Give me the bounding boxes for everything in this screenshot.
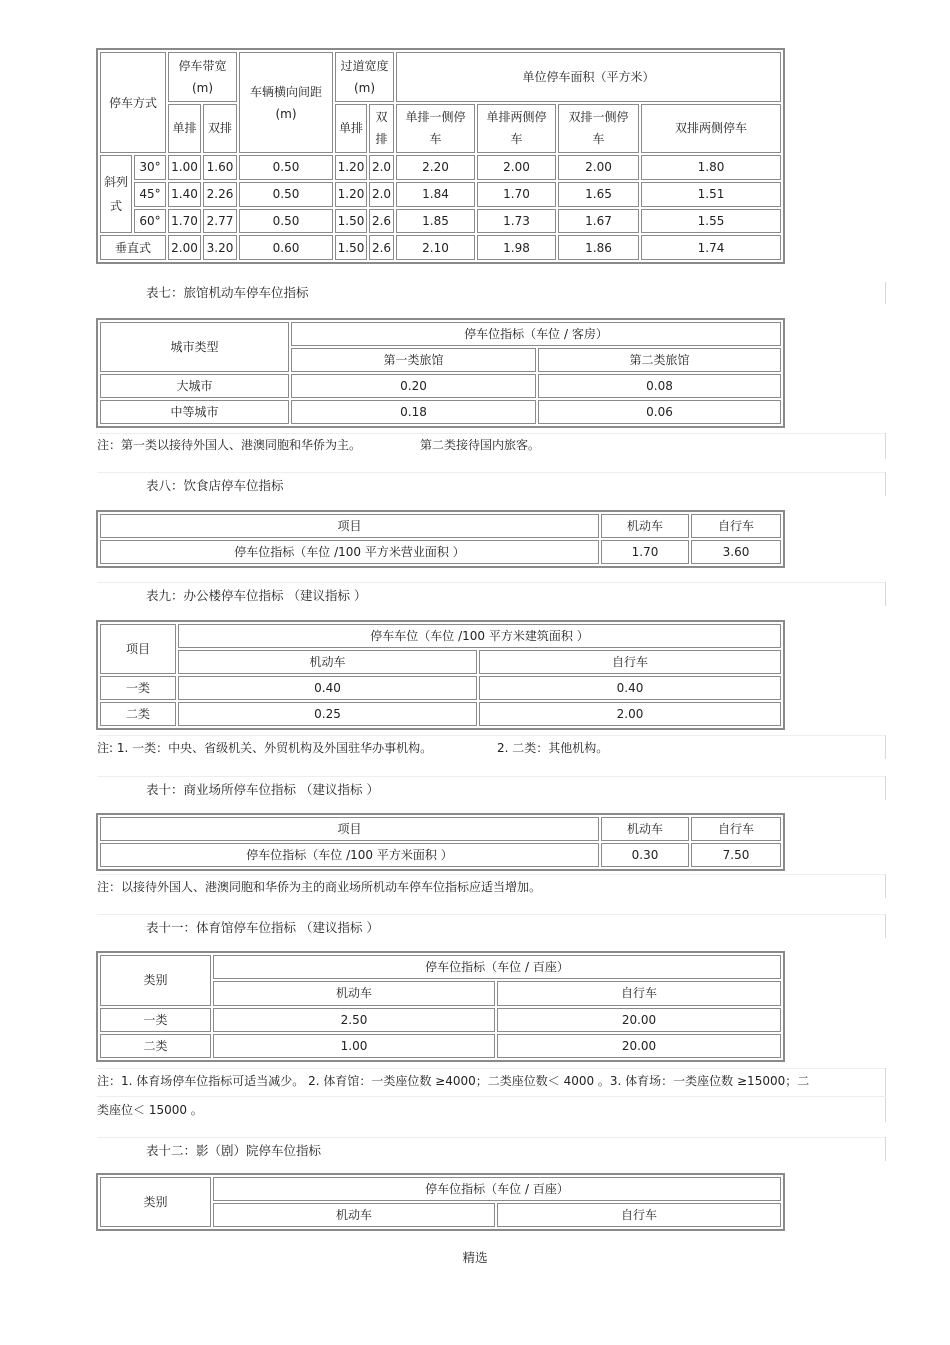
header-area-3: 双排一侧停 车 <box>558 104 639 154</box>
header-bike: 自行车 <box>691 514 781 538</box>
angle-cell: 60° <box>134 209 166 234</box>
table8-caption: 表八：饮食店停车位指标 <box>146 478 284 493</box>
value-cell: 2.50 <box>213 1008 495 1032</box>
table-row <box>100 400 781 424</box>
value-cell: 2.26 <box>203 182 237 207</box>
header-item: 项目 <box>100 514 599 538</box>
table-row <box>100 1034 781 1058</box>
hotel-parking-table <box>96 318 785 428</box>
table7-note-2: 第二类接待国内旅客。 <box>420 438 541 452</box>
table10-caption: 表十：商业场所停车位指标 （建议指标 ） <box>146 782 379 797</box>
margin-rule <box>885 472 886 496</box>
divider <box>97 1068 886 1069</box>
header-single-row: 单排 <box>168 104 201 154</box>
row-label: 二类 <box>100 1034 211 1058</box>
margin-rule <box>885 735 886 759</box>
value-cell: 0.20 <box>291 374 536 398</box>
header-lateral-spacing: 车辆横向间距 (m) <box>239 52 333 153</box>
value-cell: 1.85 <box>396 209 475 234</box>
value-cell: 0.40 <box>178 676 477 700</box>
table11-note-cont: 类座位＜ 15000 。 <box>97 1103 203 1117</box>
divider <box>97 776 886 777</box>
value-cell: 1.50 <box>335 209 367 234</box>
table7-note: 注：第一类以接待外国人、港澳同胞和华侨为主。 <box>97 438 362 452</box>
vertical-label: 垂直式 <box>100 235 166 260</box>
divider <box>97 582 886 583</box>
value-cell: 0.60 <box>239 235 333 260</box>
margin-rule <box>885 776 886 800</box>
header-bike: 自行车 <box>691 817 781 841</box>
header-category: 类别 <box>100 1177 211 1227</box>
header-aisle-single: 单排 <box>335 104 367 154</box>
stadium-parking-table <box>96 951 785 1062</box>
value-cell: 2.6 <box>369 209 394 234</box>
header-band-width: 停车带宽 (m) <box>168 52 237 102</box>
divider <box>97 1096 886 1097</box>
value-cell: 3.60 <box>691 540 781 564</box>
value-cell: 1.55 <box>641 209 781 234</box>
restaurant-parking-table <box>96 510 785 568</box>
header-bike: 自行车 <box>497 1203 781 1227</box>
header-aisle-width: 过道宽度 (m) <box>335 52 394 102</box>
office-parking-table <box>96 620 785 730</box>
table10-note: 注：以接待外国人、港澳同胞和华侨为主的商业场所机动车停车位指标应适当增加。 <box>97 880 542 894</box>
table11-note: 注：1. 体育场停车位指标可适当减少。 2. 体育馆：一类座位数 ≥4000；二类座位数＜ 4000 。3. 体育场：一类座位数 ≥15000；二 <box>97 1074 810 1088</box>
row-label: 大城市 <box>100 374 289 398</box>
header-motor: 机动车 <box>178 650 477 674</box>
value-cell: 2.77 <box>203 209 237 234</box>
value-cell: 0.30 <box>601 843 689 867</box>
table-row <box>100 155 781 180</box>
row-label: 一类 <box>100 676 176 700</box>
value-cell: 1.86 <box>558 235 639 260</box>
value-cell: 0.50 <box>239 182 333 207</box>
value-cell: 1.00 <box>213 1034 495 1058</box>
header-item: 项目 <box>100 624 176 674</box>
table-row <box>100 702 781 726</box>
margin-rule <box>885 433 886 459</box>
footer-label: 精选 <box>462 1250 488 1265</box>
row-label: 停车位指标（车位 /100 平方米面积 ） <box>100 843 599 867</box>
value-cell: 2.6 <box>369 235 394 260</box>
header-area-2: 单排两侧停 车 <box>477 104 556 154</box>
header-category: 类别 <box>100 955 211 1006</box>
cinema-parking-table <box>96 1173 785 1231</box>
divider <box>97 472 886 473</box>
table9-note-2: 2. 二类：其他机构。 <box>497 741 609 755</box>
value-cell: 0.40 <box>479 676 781 700</box>
table7-caption: 表七：旅馆机动车停车位指标 <box>146 285 309 300</box>
header-parking-mode: 停车方式 <box>100 52 166 153</box>
value-cell: 2.00 <box>168 235 201 260</box>
header-double-row: 双排 <box>203 104 237 154</box>
value-cell: 1.40 <box>168 182 201 207</box>
header-motor: 机动车 <box>601 514 689 538</box>
value-cell: 1.98 <box>477 235 556 260</box>
value-cell: 20.00 <box>497 1008 781 1032</box>
value-cell: 2.10 <box>396 235 475 260</box>
table-row <box>100 235 781 260</box>
table9-caption: 表九：办公楼停车位指标 （建议指标 ） <box>146 588 367 603</box>
header-aisle-double: 双 排 <box>369 104 394 154</box>
header-motor: 机动车 <box>213 1203 495 1227</box>
header-item: 项目 <box>100 817 599 841</box>
value-cell: 0.18 <box>291 400 536 424</box>
header-class2: 第二类旅馆 <box>538 348 781 372</box>
table12-caption: 表十二：影（剧）院停车位指标 <box>146 1143 322 1158</box>
table-row <box>100 182 781 207</box>
margin-rule <box>885 874 886 898</box>
value-cell: 2.0 <box>369 182 394 207</box>
header-unit-area: 单位停车面积（平方米） <box>396 52 781 102</box>
value-cell: 1.60 <box>203 155 237 180</box>
value-cell: 1.20 <box>335 182 367 207</box>
value-cell: 1.70 <box>168 209 201 234</box>
value-cell: 1.84 <box>396 182 475 207</box>
commercial-parking-table <box>96 813 785 871</box>
value-cell: 0.08 <box>538 374 781 398</box>
value-cell: 1.74 <box>641 235 781 260</box>
value-cell: 1.70 <box>601 540 689 564</box>
value-cell: 2.00 <box>477 155 556 180</box>
parking-dimension-table <box>96 48 785 264</box>
table-row <box>100 374 781 398</box>
header-motor: 机动车 <box>213 981 495 1005</box>
header-motor: 机动车 <box>601 817 689 841</box>
divider <box>97 914 886 915</box>
header-city-type: 城市类型 <box>100 322 289 372</box>
value-cell: 1.73 <box>477 209 556 234</box>
value-cell: 1.20 <box>335 155 367 180</box>
row-label: 二类 <box>100 702 176 726</box>
table11-caption: 表十一：体育馆停车位指标 （建议指标 ） <box>146 920 379 935</box>
margin-rule <box>885 282 886 304</box>
value-cell: 1.67 <box>558 209 639 234</box>
value-cell: 1.00 <box>168 155 201 180</box>
header-class1: 第一类旅馆 <box>291 348 536 372</box>
value-cell: 2.0 <box>369 155 394 180</box>
header-index: 停车位指标（车位 / 客房） <box>291 322 781 346</box>
table9-note: 注: 1. 一类：中央、省级机关、外贸机构及外国驻华办事机构。 <box>97 741 433 755</box>
value-cell: 1.51 <box>641 182 781 207</box>
header-index: 停车位指标（车位 / 百座） <box>213 955 781 979</box>
row-label: 停车位指标（车位 /100 平方米营业面积 ） <box>100 540 599 564</box>
margin-rule <box>885 1137 886 1161</box>
value-cell: 0.06 <box>538 400 781 424</box>
oblique-label: 斜列 式 <box>100 155 132 233</box>
value-cell: 2.00 <box>479 702 781 726</box>
header-area-4: 双排两侧停车 <box>641 104 781 154</box>
value-cell: 3.20 <box>203 235 237 260</box>
table-row <box>100 676 781 700</box>
value-cell: 7.50 <box>691 843 781 867</box>
row-label: 一类 <box>100 1008 211 1032</box>
angle-cell: 45° <box>134 182 166 207</box>
header-index: 停车车位（车位 /100 平方米建筑面积 ） <box>178 624 781 648</box>
margin-rule <box>885 914 886 938</box>
header-index: 停车位指标（车位 / 百座） <box>213 1177 781 1201</box>
margin-rule <box>885 582 886 606</box>
value-cell: 1.80 <box>641 155 781 180</box>
value-cell: 1.65 <box>558 182 639 207</box>
value-cell: 20.00 <box>497 1034 781 1058</box>
table-row <box>100 843 781 867</box>
value-cell: 2.20 <box>396 155 475 180</box>
value-cell: 0.50 <box>239 209 333 234</box>
value-cell: 2.00 <box>558 155 639 180</box>
value-cell: 1.50 <box>335 235 367 260</box>
table-row <box>100 209 781 234</box>
value-cell: 0.50 <box>239 155 333 180</box>
divider <box>97 1137 886 1138</box>
value-cell: 0.25 <box>178 702 477 726</box>
divider <box>97 874 886 875</box>
header-area-1: 单排一侧停 车 <box>396 104 475 154</box>
table-row <box>100 540 781 564</box>
table-row <box>100 1008 781 1032</box>
header-bike: 自行车 <box>497 981 781 1005</box>
header-bike: 自行车 <box>479 650 781 674</box>
row-label: 中等城市 <box>100 400 289 424</box>
value-cell: 1.70 <box>477 182 556 207</box>
angle-cell: 30° <box>134 155 166 180</box>
divider <box>97 735 886 736</box>
